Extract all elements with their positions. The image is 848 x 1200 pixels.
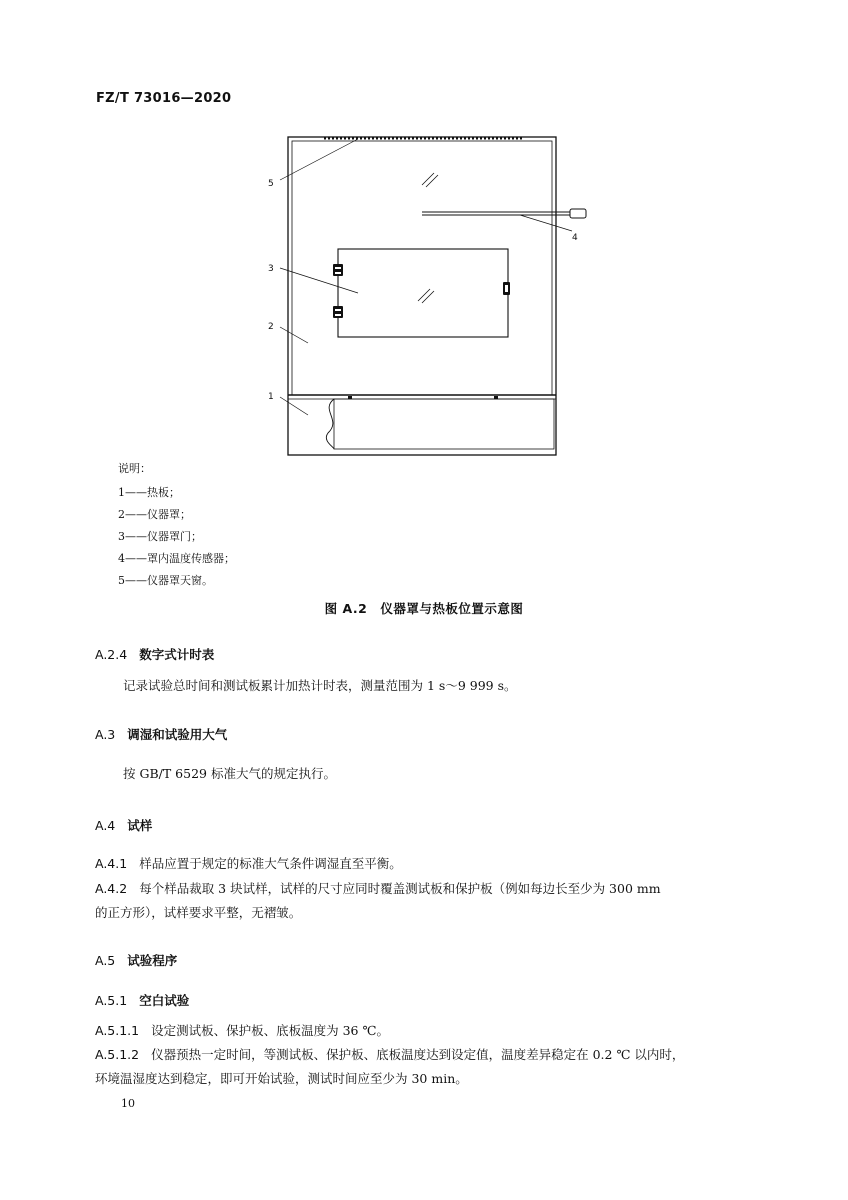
- legend-item-4: 4——罩内温度传感器；: [118, 552, 235, 565]
- hinge-top: [333, 264, 343, 276]
- standard-code: FZ/T 73016—2020: [96, 91, 232, 106]
- hot-plate-inner: [334, 399, 554, 449]
- clause-a512: [95, 1049, 760, 1062]
- callout-3: 3: [268, 264, 274, 274]
- section-title: 试样: [127, 818, 153, 833]
- section-a3-text: 按 GB/T 6529 标准大气的规定执行。: [123, 766, 336, 781]
- callout-5: 5: [268, 179, 274, 189]
- section-a51-heading: [95, 991, 189, 1009]
- clause-a42: [95, 883, 760, 896]
- band-rivet-2: [494, 396, 498, 399]
- leader-1: [280, 397, 308, 415]
- door: [338, 249, 508, 337]
- glass-hatch-door-1: [418, 289, 430, 301]
- clause-a512-continued: 环境温湿度达到稳定，即可开始试验，测试时间应至少为 30 min。: [95, 1071, 468, 1086]
- section-a3-heading: [95, 725, 227, 743]
- callout-4: 4: [572, 233, 578, 243]
- clause-number: A.4.1: [95, 856, 128, 871]
- section-a224-text: 记录试验总时间和测试板累计加热计时表，测量范围为 1 s～9 999 s。: [123, 678, 517, 693]
- legend-item-1: 1——热板；: [118, 486, 180, 499]
- section-number: A.4: [95, 818, 116, 833]
- section-number: A.2.4: [95, 647, 128, 662]
- section-number: A.5: [95, 953, 116, 968]
- enclosure-diagram: [250, 125, 600, 460]
- clause-a41: [95, 858, 760, 871]
- clause-number: A.4.2: [95, 881, 128, 896]
- section-title: 数字式计时表: [139, 647, 215, 662]
- page-number: 10: [121, 1097, 135, 1110]
- clause-number: A.5.1.1: [95, 1023, 140, 1038]
- legend-item-2: 2——仪器罩；: [118, 508, 191, 521]
- clause-text: 仪器预热一定时间，等测试板、保护板、底板温度达到设定值，温度差异稳定在 0.2 ℃ 以内时，: [151, 1047, 685, 1062]
- hot-plate-cutaway: [326, 399, 334, 449]
- clause-number: A.5.1.2: [95, 1047, 140, 1062]
- enclosure-inner: [292, 141, 552, 395]
- section-title: 空白试验: [139, 993, 190, 1008]
- sensor-handle: [570, 209, 586, 218]
- section-title: 调湿和试验用大气: [127, 727, 228, 742]
- callout-1: 1: [268, 392, 274, 402]
- glass-hatch-top-1: [422, 173, 434, 185]
- section-number: A.5.1: [95, 993, 128, 1008]
- clause-text: 设定测试板、保护板、底板温度为 36 ℃。: [151, 1023, 389, 1038]
- section-a4-heading: [95, 816, 152, 834]
- leader-2: [280, 327, 308, 343]
- band-rivet-1: [348, 396, 352, 399]
- legend-title: 说明：: [118, 462, 151, 475]
- section-a5-heading: [95, 951, 177, 969]
- clause-a42-continued: 的正方形），试样要求平整，无褶皱。: [95, 905, 302, 920]
- hinge-bottom: [333, 306, 343, 318]
- section-title: 试验程序: [127, 953, 178, 968]
- glass-hatch-door-2: [422, 291, 434, 303]
- leader-4: [520, 215, 572, 231]
- legend-item-5: 5——仪器罩天窗。: [118, 574, 213, 587]
- section-number: A.3: [95, 727, 116, 742]
- clause-a511: [95, 1025, 760, 1038]
- legend-item-3: 3——仪器罩门；: [118, 530, 202, 543]
- section-a224-heading: [95, 645, 214, 663]
- clause-text: 样品应置于规定的标准大气条件调湿直至平衡。: [139, 856, 402, 871]
- callout-2: 2: [268, 322, 274, 332]
- figure-caption: 图 A.2 仪器罩与热板位置示意图: [324, 601, 524, 616]
- glass-hatch-top-2: [426, 175, 438, 187]
- clause-text: 每个样品裁取 3 块试样，试样的尺寸应同时覆盖测试板和保护板（例如每边长至少为 300 mm: [139, 881, 661, 896]
